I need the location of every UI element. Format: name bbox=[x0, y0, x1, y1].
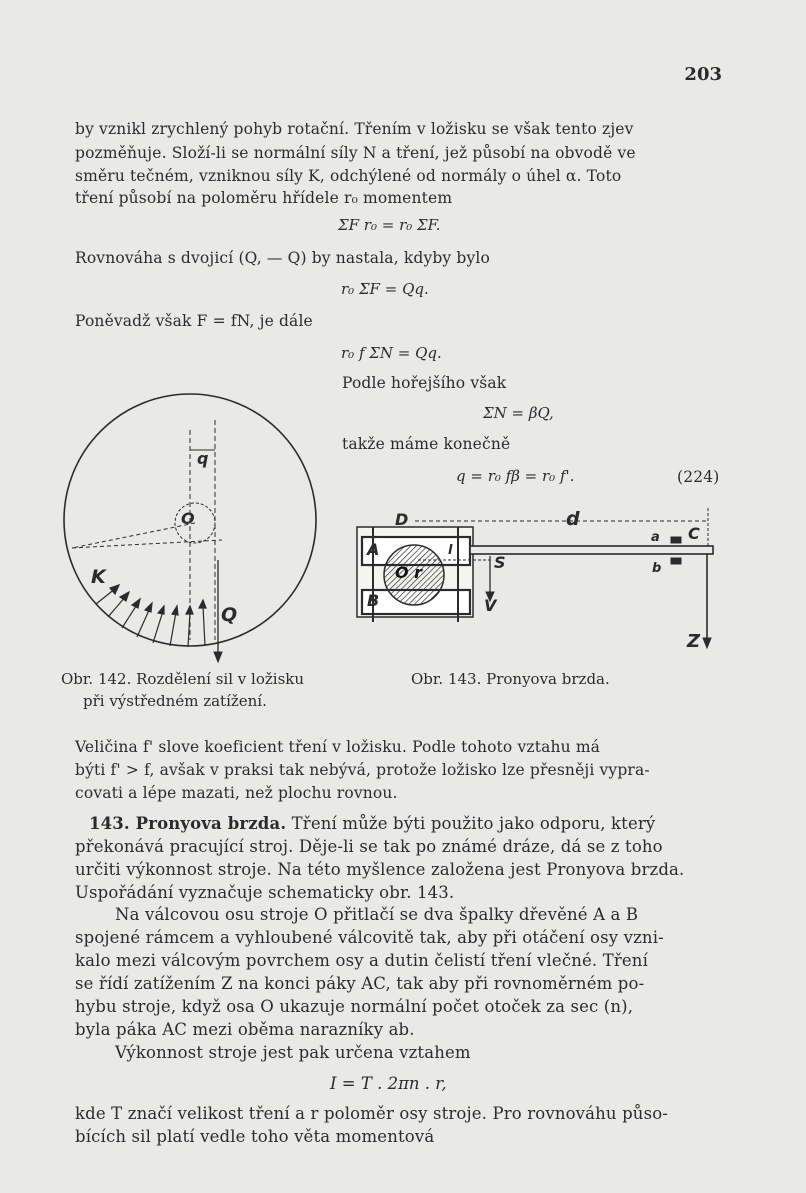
normal-line bbox=[72, 540, 222, 548]
fig143-label-d: D bbox=[395, 510, 409, 529]
paragraph-line: pozměňuje. Složí-li se normální síly N a tření, jež působí na obvodě ve bbox=[75, 144, 636, 162]
paragraph-line: tření působí na poloměru hřídele r₀ momentem bbox=[75, 189, 453, 207]
figure-142 bbox=[64, 394, 316, 662]
fig143-caption: Obr. 143. Pronyova brzda. bbox=[411, 670, 610, 688]
q-arrowhead bbox=[214, 652, 222, 662]
equation-2: r₀ ΣF = Qq. bbox=[341, 280, 429, 298]
paragraph-line: se řídí zatížením Z na konci páky AC, tak aby při rovnoměrném po- bbox=[75, 974, 645, 993]
paragraph-line: by vznikl zrychlený pohyb rotační. Třením v ložisku se však tento zjev bbox=[75, 120, 634, 138]
fig143-label-z: Z bbox=[687, 631, 701, 652]
paragraph-line: Poněvadž však F = fN, je dále bbox=[75, 312, 313, 330]
fig143-label-s: S bbox=[494, 553, 506, 572]
page-number: 203 bbox=[684, 64, 722, 85]
paragraph-line: Na válcovou osu stroje O přitlačí se dva špalky dřevěné A a B bbox=[115, 905, 639, 924]
equation-3: r₀ f ΣN = Qq. bbox=[341, 344, 442, 362]
equation-5: q = r₀ fβ = r₀ f'. bbox=[456, 467, 575, 485]
fig142-caption-line1: Obr. 142. Rozdělení sil v ložisku bbox=[61, 670, 305, 688]
fig143-label-a: A bbox=[367, 540, 380, 559]
paragraph-line: spojené rámcem a vyhloubené válcovitě tak, aby při otáčení osy vzni- bbox=[75, 928, 664, 947]
lever-ac bbox=[470, 546, 713, 554]
paragraph-line: bících sil platí vedle toho věta momentová bbox=[75, 1127, 435, 1146]
equation-4: ΣN = βQ, bbox=[483, 404, 554, 422]
paragraph-line: takže máme konečně bbox=[342, 435, 511, 453]
z-arrowhead bbox=[703, 638, 711, 648]
fig143-label-d-small: d bbox=[566, 508, 580, 530]
fig143-label-a-small: a bbox=[651, 530, 660, 545]
radius-line bbox=[72, 523, 195, 548]
section-first-line-rest: Tření může býti použito jako odporu, který bbox=[286, 814, 656, 833]
fig142-label-o: O bbox=[181, 509, 195, 528]
paragraph-line: Podle hořejšího však bbox=[342, 374, 507, 392]
fig143-label-b-small: b bbox=[652, 561, 662, 576]
fig143-label-c: C bbox=[688, 524, 700, 543]
fig143-label-v: V bbox=[484, 596, 497, 615]
paragraph-line: býti f' > f, avšak v praksi tak nebývá, protože ložisko lze přesněji vypra- bbox=[75, 761, 650, 779]
paragraph-line: kalo mezi válcovým povrchem osy a dutin čelistí tření vlečné. Tření bbox=[75, 951, 649, 970]
equation-1: ΣF r₀ = r₀ ΣF. bbox=[338, 216, 441, 234]
equation-number: (224) bbox=[677, 468, 720, 486]
fig142-caption-line2: při výstředném zatížení. bbox=[83, 692, 267, 710]
stop-b bbox=[671, 558, 681, 564]
section-title: 143. Pronyova brzda. bbox=[89, 814, 287, 833]
paragraph-line: překonává pracující stroj. Děje-li se tak po známé dráze, dá se z toho bbox=[75, 837, 663, 856]
fig142-label-q-force: Q bbox=[221, 604, 238, 626]
paragraph-line: Veličina f' slove koeficient tření v ložisku. Podle tohoto vztahu má bbox=[75, 738, 601, 756]
paragraph-line: hybu stroje, když osa O ukazuje normální počet otoček za sec (n), bbox=[75, 997, 634, 1016]
fig142-label-q: q bbox=[197, 449, 209, 468]
stop-a bbox=[671, 537, 681, 543]
equation-6: I = T . 2πn . r, bbox=[330, 1074, 447, 1093]
paragraph-line: kde T značí velikost tření a r poloměr osy stroje. Pro rovnováhu půso- bbox=[75, 1104, 669, 1123]
paragraph-line: covati a lépe mazati, než plochu rovnou. bbox=[75, 784, 398, 802]
section-first-line bbox=[89, 814, 655, 833]
paragraph-line: byla páka AC mezi oběma narazníky ab. bbox=[75, 1020, 415, 1039]
fig143-label-b: B bbox=[367, 591, 380, 610]
fig142-label-k: K bbox=[91, 566, 106, 588]
paragraph-line: Rovnováha s dvojicí (Q, — Q) by nastala, kdyby bylo bbox=[75, 249, 490, 267]
paragraph-line: Uspořádání vyznačuje schematicky obr. 143. bbox=[75, 883, 455, 902]
fig143-label-o-r: O r bbox=[395, 563, 423, 582]
paragraph-line: Výkonnost stroje jest pak určena vztahem bbox=[115, 1043, 471, 1062]
paragraph-line: směru tečném, vzniknou síly K, odchýlené od normály o úhel α. Toto bbox=[75, 167, 622, 185]
fig143-label-l: l bbox=[448, 543, 453, 558]
paragraph-line: určiti výkonnost stroje. Na této myšlence založena jest Pronyova brzda. bbox=[75, 860, 685, 879]
